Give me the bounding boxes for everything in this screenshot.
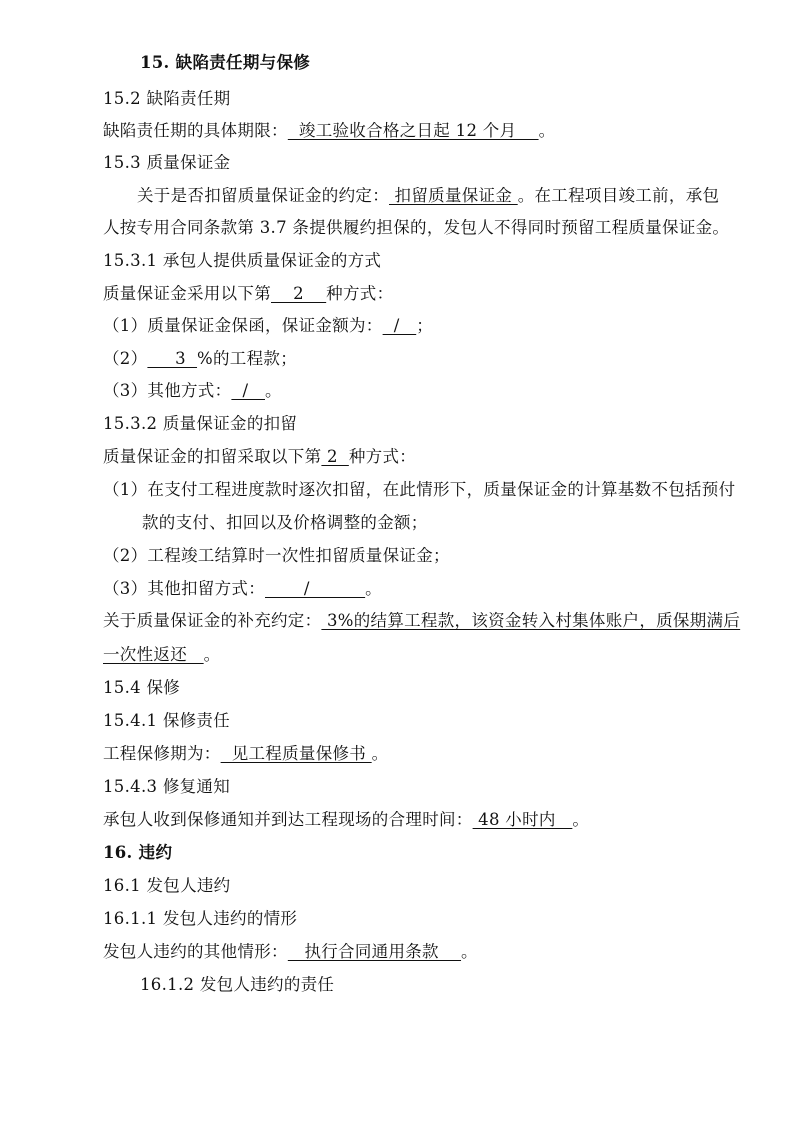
guarantee-option-2 [103,347,297,371]
option-suffix: 。 [365,579,382,598]
retention-option-1: （1）在支付工程进度款时逐次扣留，在此情形下，质量保证金的计算基数不包括预付 [103,480,736,499]
breach-other-suffix: 。 [461,942,478,961]
employer-breach-other-line [103,940,478,964]
supplement-value: 3%的结算工程款，该资金转入村集体账户，质保期满后 [321,611,741,630]
retention-suffix: 。在工程项目竣工前，承包 [517,186,720,205]
section-15-4-heading: 15.4 保修 [103,678,181,697]
term-value: 竣工验收合格之日起 12 个月 [287,121,539,140]
retention-value: 扣留质量保证金 [389,186,518,205]
section-15-3-2-heading: 15.3.2 质量保证金的扣留 [103,414,298,433]
guarantee-option-3 [103,379,282,403]
breach-other-value: 执行合同通用条款 [287,942,462,961]
warranty-period-suffix: 。 [371,744,389,763]
option-suffix: ； [416,316,434,335]
breach-other-label: 发包人违约的其他情形： [103,942,288,961]
retention-method-suffix: 种方式： [348,447,417,466]
section-16-1-2-heading: 16.1.2 发包人违约的责任 [140,975,335,994]
option-suffix: 。 [265,381,282,400]
repair-time-label: 承包人收到保修通知并到达工程现场的合理时间： [103,810,473,829]
option-label: （1）质量保证金保函，保证金额为： [103,316,383,335]
repair-time-line [103,808,589,832]
option-value: 3 [147,349,198,368]
section-15-4-3-heading: 15.4.3 修复通知 [103,777,231,796]
section-15-2-heading: 15.2 缺陷责任期 [103,89,231,108]
section-15-3-1-heading: 15.3.1 承包人提供质量保证金的方式 [103,251,382,270]
term-suffix: 。 [538,121,556,140]
warranty-period-line [103,742,388,766]
term-label: 缺陷责任期的具体期限： [103,121,288,140]
section-15-title: 15. 缺陷责任期与保修 [140,53,311,72]
repair-time-suffix: 。 [572,810,590,829]
retention-agreement-line [137,184,719,208]
guarantee-method-suffix: 种方式： [326,284,394,303]
retention-supplement-line-2 [103,643,220,667]
supplement-value-cont: 一次性返还 [103,645,204,664]
option-label: （2） [103,349,148,368]
option-value: / [382,316,417,335]
section-15-4-1-heading: 15.4.1 保修责任 [103,711,231,730]
retention-option-2: （2）工程竣工结算时一次性扣留质量保证金； [103,546,450,565]
retention-label: 关于是否扣留质量保证金的约定： [137,186,389,205]
option-value: / [265,579,366,598]
warranty-period-value: 见工程质量保修书 [220,744,372,763]
warranty-period-label: 工程保修期为： [103,744,221,763]
guarantee-option-1 [103,314,433,338]
guarantee-method-value: 2 [271,284,327,303]
guarantee-method-line [103,282,393,306]
option-label: （3）其他扣留方式： [103,579,265,598]
guarantee-method-label: 质量保证金采用以下第 [103,284,271,303]
section-16-title: 16. 违约 [103,843,173,862]
section-15-3-heading: 15.3 质量保证金 [103,153,231,172]
section-16-1-heading: 16.1 发包人违约 [103,876,231,895]
repair-time-value: 48 小时内 [472,810,573,829]
retention-option-3 [103,577,382,601]
supplement-suffix: 。 [203,645,221,664]
section-16-1-1-heading: 16.1.1 发包人违约的情形 [103,909,298,928]
retention-agreement-line-2: 人按专用合同条款第 3.7 条提供履约担保的，发包人不得同时预留工程质量保证金。 [103,218,730,237]
retention-option-1-cont: 款的支付、扣回以及价格调整的金额； [142,513,428,532]
retention-method-value: 2 [321,447,349,466]
defect-liability-term-line [103,119,555,143]
supplement-label: 关于质量保证金的补充约定： [103,611,322,630]
option-value: / [231,381,265,400]
option-label: （3）其他方式： [103,381,232,400]
retention-supplement-line [103,609,740,633]
option-suffix: %的工程款； [197,349,298,368]
retention-method-line [103,445,416,469]
retention-method-label: 质量保证金的扣留采取以下第 [103,447,322,466]
